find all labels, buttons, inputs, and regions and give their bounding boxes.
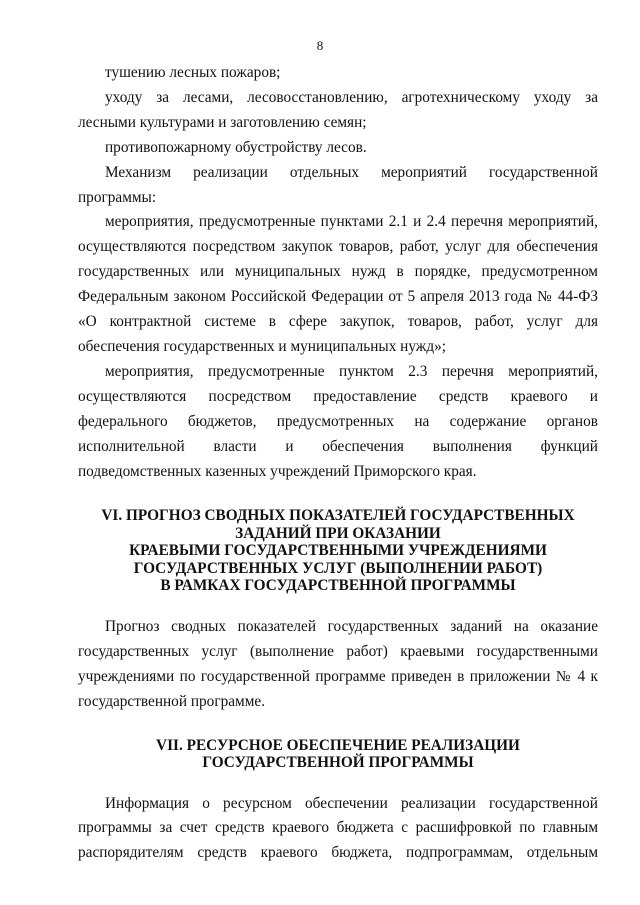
paragraph-mechanism: Механизм реализации отдельных мероприятий государственной программы: — [78, 163, 598, 206]
page-number: 8 — [316, 38, 324, 53]
section-6-heading-line: ГОСУДАРСТВЕННЫХ УСЛУГ (ВЫПОЛНЕНИИ РАБОТ) — [133, 559, 543, 577]
section-7-paragraph: Информация о ресурсном обеспечении реализации государственной программы за счет средств краевого бюджета с расшифровкой по главным распорядителям средств краевого бюджета, подпрограммам, отдельным — [78, 794, 598, 862]
paragraph-forest-care: уходу за лесами, лесовосстановлению, агротехническому уходу за лесными культурами и заготовлению семян; — [78, 88, 598, 131]
paragraph-procurement: мероприятия, предусмотренные пунктами 2.1 и 2.4 перечня мероприятий, осуществляются посредством закупок товаров, работ, услуг для обеспечения государственных или муниципальных нужд в порядке, предусмотренном Федеральным законом Российской Федерации от 5 апреля 2013 года № 44-ФЗ «О контрактной системе в сфере закупок, товаров, работ, услуг для обеспечения государственных и муниципальных нужд»; — [78, 213, 598, 355]
section-6-heading-line: В РАМКАХ ГОСУДАРСТВЕННОЙ ПРОГРАММЫ — [160, 577, 516, 595]
paragraph-fire-prevention: противопожарному обустройству лесов. — [105, 138, 367, 156]
section-6-heading-line: КРАЕВЫМИ ГОСУДАРСТВЕННЫМИ УЧРЕЖДЕНИЯМИ — [129, 542, 547, 560]
section-6-heading-line: ЗАДАНИЙ ПРИ ОКАЗАНИИ — [235, 524, 441, 542]
section-6-paragraph: Прогноз сводных показателей государственных заданий на оказание государственных услуг (выполнение работ) краевыми государственными учреждениями по государственной программе приведен в приложении № 4 к государственной программе. — [78, 617, 598, 710]
section-7-heading — [78, 737, 598, 772]
section-7-heading-line: ГОСУДАРСТВЕННОЙ ПРОГРАММЫ — [202, 754, 474, 772]
document-body — [78, 61, 598, 866]
section-6-heading-line: VI. ПРОГНОЗ СВОДНЫХ ПОКАЗАТЕЛЕЙ ГОСУДАРСТВЕННЫХ — [101, 507, 575, 525]
paragraph-budget-funds: мероприятия, предусмотренные пунктом 2.3 перечня мероприятий, осуществляются посредством предоставление средств краевого и федерального бюджетов, предусмотренных на содержание органов исполнительной власти и обеспечения выполнения функций подведомственных казенных учреждений Приморского края. — [78, 362, 598, 480]
section-6-heading — [78, 507, 598, 595]
paragraph-forest-fires: тушению лесных пожаров; — [105, 64, 281, 81]
section-7-heading-line: VII. РЕСУРСНОЕ ОБЕСПЕЧЕНИЕ РЕАЛИЗАЦИИ — [156, 736, 520, 754]
